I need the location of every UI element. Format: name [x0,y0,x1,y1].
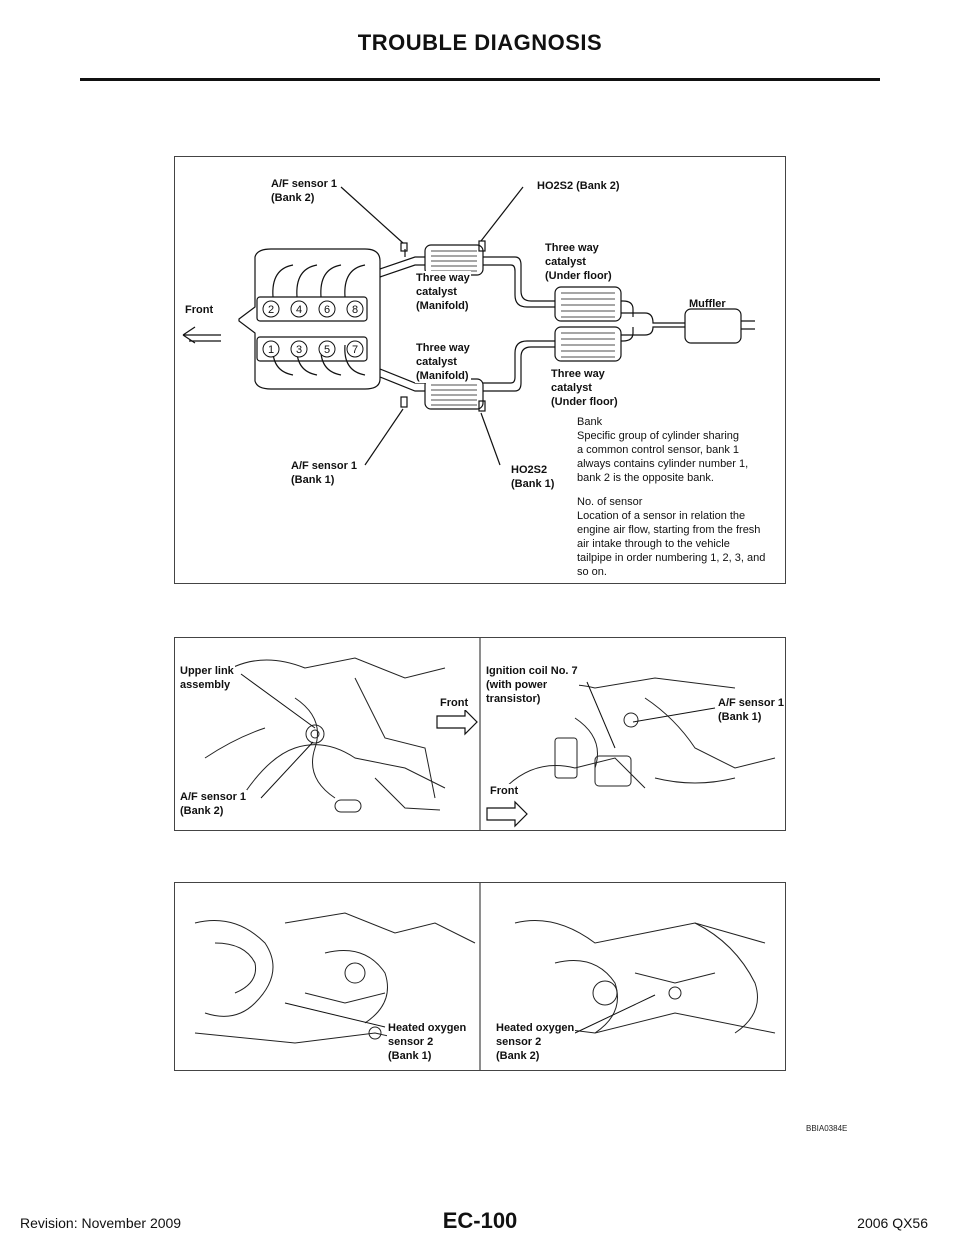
cylinder-label: 6 [323,304,331,316]
cylinder-label: 1 [267,344,275,356]
af-sensor-photo-drawing [175,638,785,830]
front-arrow-label-right: Front [490,785,519,797]
figure-code: BBIA0384E [806,1124,848,1133]
page-title: TROUBLE DIAGNOSIS [357,30,603,55]
cylinder-label: 7 [351,344,359,356]
front-label: Front [185,304,214,316]
af-sensor-bank2-label: A/F sensor 1 (Bank 2) [271,178,338,204]
cylinder-label: 2 [267,304,275,316]
af-sensor-bank1-photo-label: A/F sensor 1 (Bank 1) [718,697,785,723]
ho2s2-bank1-label: HO2S2 (Bank 1) [511,464,555,490]
cylinder-label: 5 [323,344,331,356]
cylinder-label: 3 [295,344,303,356]
af-sensor-bank2-photo-label: A/F sensor 1 (Bank 2) [180,791,247,817]
muffler-label: Muffler [689,298,726,310]
bank-definition-note: Bank Specific group of cylinder sharing a common control sensor, bank 1 always contains cylinder number 1, bank 2 is the opposite bank. [577,416,749,484]
af-sensor-location-photos [174,637,786,831]
revision-date: Revision: November 2009 [20,1215,182,1231]
heated-oxygen-sensor-photos [174,882,786,1071]
ho2s-bank1-label: Heated oxygen sensor 2 (Bank 1) [388,1022,467,1062]
ignition-coil-label: Ignition coil No. 7 (with power transistor) [486,665,578,705]
ho2s-photo-drawing [175,883,785,1070]
cylinder-label: 8 [351,304,359,316]
ho2s-bank2-label: Heated oxygen sensor 2 (Bank 2) [496,1022,575,1062]
af-sensor-bank1-label: A/F sensor 1 (Bank 1) [291,460,358,486]
vehicle-model: 2006 QX56 [857,1215,928,1231]
page-number: EC-100 [442,1208,518,1233]
catalyst-underfloor-bottom-label: Three way catalyst (Under floor) [551,368,618,408]
exhaust-layout-diagram [174,156,786,584]
catalyst-manifold-bottom-label: Three way catalyst (Manifold) [416,342,470,382]
title-rule [80,78,880,81]
catalyst-underfloor-top-label: Three way catalyst (Under floor) [545,242,612,282]
front-arrow-label-left: Front [440,697,469,709]
cylinder-label: 4 [295,304,303,316]
ho2s2-bank2-label: HO2S2 (Bank 2) [537,180,620,192]
sensor-number-note: No. of sensor Location of a sensor in relation the engine air flow, starting from the fresh air intake through to the vehicle tailpipe in order numbering 1, 2, 3, and so on. [577,496,766,578]
catalyst-manifold-top-label: Three way catalyst (Manifold) [416,272,470,312]
upper-link-label: Upper link assembly [180,665,234,691]
